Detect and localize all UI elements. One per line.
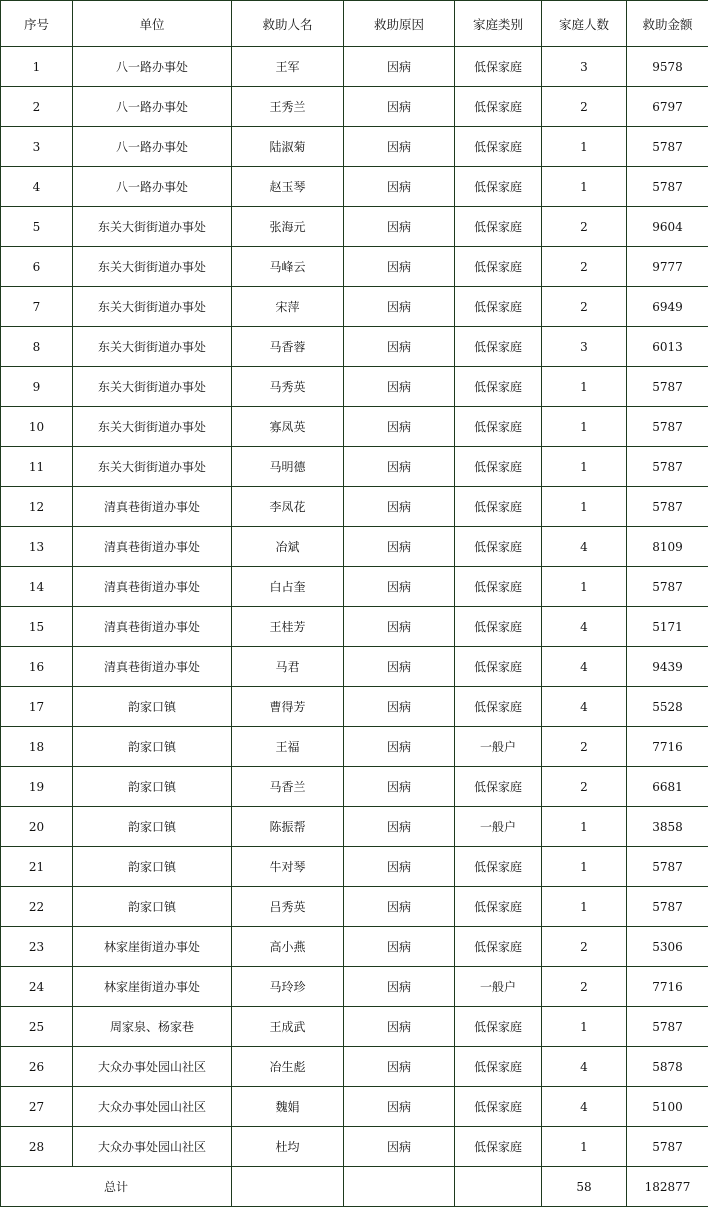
cell-reason: 因病 (344, 607, 455, 647)
cell-no: 8 (1, 327, 73, 367)
cell-name: 白占奎 (232, 567, 344, 607)
cell-members: 2 (542, 967, 627, 1007)
cell-members: 3 (542, 47, 627, 87)
cell-reason: 因病 (344, 1047, 455, 1087)
cell-category: 低保家庭 (455, 927, 542, 967)
table-row (1, 1127, 708, 1167)
cell-name: 冶斌 (232, 527, 344, 567)
table-body (1, 47, 708, 1167)
cell-members: 1 (542, 167, 627, 207)
cell-category: 低保家庭 (455, 407, 542, 447)
cell-category: 低保家庭 (455, 1047, 542, 1087)
cell-no: 1 (1, 47, 73, 87)
table-row (1, 367, 708, 407)
cell-no: 13 (1, 527, 73, 567)
cell-no: 26 (1, 1047, 73, 1087)
cell-no: 12 (1, 487, 73, 527)
cell-amount: 5787 (627, 1127, 708, 1167)
cell-unit: 东关大街街道办事处 (73, 407, 232, 447)
cell-amount: 3858 (627, 807, 708, 847)
cell-members: 2 (542, 927, 627, 967)
cell-name: 马玲珍 (232, 967, 344, 1007)
cell-category: 低保家庭 (455, 567, 542, 607)
table-row (1, 207, 708, 247)
cell-category: 低保家庭 (455, 87, 542, 127)
cell-name: 马峰云 (232, 247, 344, 287)
cell-no: 14 (1, 567, 73, 607)
cell-members: 2 (542, 767, 627, 807)
cell-no: 27 (1, 1087, 73, 1127)
cell-amount: 9777 (627, 247, 708, 287)
cell-reason: 因病 (344, 247, 455, 287)
cell-no: 23 (1, 927, 73, 967)
cell-name: 王福 (232, 727, 344, 767)
cell-category: 低保家庭 (455, 847, 542, 887)
cell-amount: 5787 (627, 567, 708, 607)
cell-category: 低保家庭 (455, 327, 542, 367)
cell-unit: 东关大街街道办事处 (73, 327, 232, 367)
cell-name: 冶生彪 (232, 1047, 344, 1087)
table-row (1, 407, 708, 447)
cell-name: 杜均 (232, 1127, 344, 1167)
cell-unit: 东关大街街道办事处 (73, 247, 232, 287)
cell-name: 宋萍 (232, 287, 344, 327)
cell-amount: 5100 (627, 1087, 708, 1127)
cell-amount: 7716 (627, 967, 708, 1007)
total-empty-name (232, 1167, 344, 1207)
cell-name: 高小燕 (232, 927, 344, 967)
cell-category: 低保家庭 (455, 367, 542, 407)
cell-members: 4 (542, 647, 627, 687)
cell-reason: 因病 (344, 927, 455, 967)
cell-reason: 因病 (344, 167, 455, 207)
cell-no: 20 (1, 807, 73, 847)
cell-reason: 因病 (344, 687, 455, 727)
cell-category: 低保家庭 (455, 767, 542, 807)
cell-amount: 5306 (627, 927, 708, 967)
cell-amount: 6949 (627, 287, 708, 327)
table-row (1, 287, 708, 327)
cell-no: 11 (1, 447, 73, 487)
cell-no: 22 (1, 887, 73, 927)
header-members: 家庭人数 (542, 1, 627, 47)
table-row (1, 727, 708, 767)
header-no: 序号 (1, 1, 73, 47)
cell-category: 低保家庭 (455, 607, 542, 647)
cell-name: 牛对琴 (232, 847, 344, 887)
cell-unit: 韵家口镇 (73, 847, 232, 887)
cell-reason: 因病 (344, 767, 455, 807)
cell-amount: 7716 (627, 727, 708, 767)
table-row (1, 647, 708, 687)
cell-no: 2 (1, 87, 73, 127)
cell-no: 6 (1, 247, 73, 287)
cell-members: 1 (542, 567, 627, 607)
cell-members: 1 (542, 1127, 627, 1167)
cell-unit: 林家崖街道办事处 (73, 967, 232, 1007)
cell-amount: 5528 (627, 687, 708, 727)
cell-name: 寡凤英 (232, 407, 344, 447)
table-row (1, 527, 708, 567)
cell-reason: 因病 (344, 207, 455, 247)
cell-members: 1 (542, 407, 627, 447)
table-row (1, 887, 708, 927)
table-row (1, 807, 708, 847)
cell-name: 王成武 (232, 1007, 344, 1047)
cell-members: 4 (542, 687, 627, 727)
cell-unit: 清真巷街道办事处 (73, 487, 232, 527)
cell-amount: 6681 (627, 767, 708, 807)
cell-members: 4 (542, 1087, 627, 1127)
cell-no: 28 (1, 1127, 73, 1167)
cell-unit: 韵家口镇 (73, 807, 232, 847)
cell-amount: 5787 (627, 1007, 708, 1047)
cell-unit: 周家泉、杨家巷 (73, 1007, 232, 1047)
cell-unit: 东关大街街道办事处 (73, 447, 232, 487)
cell-members: 1 (542, 847, 627, 887)
table-row (1, 447, 708, 487)
cell-category: 低保家庭 (455, 247, 542, 287)
cell-reason: 因病 (344, 527, 455, 567)
total-empty-reason (344, 1167, 455, 1207)
table-row (1, 607, 708, 647)
cell-members: 4 (542, 607, 627, 647)
table-row (1, 767, 708, 807)
cell-category: 低保家庭 (455, 287, 542, 327)
cell-amount: 9578 (627, 47, 708, 87)
cell-reason: 因病 (344, 1127, 455, 1167)
total-label: 总计 (1, 1167, 232, 1207)
table-row (1, 967, 708, 1007)
cell-name: 曹得芳 (232, 687, 344, 727)
table-row (1, 687, 708, 727)
cell-amount: 6013 (627, 327, 708, 367)
cell-no: 7 (1, 287, 73, 327)
cell-no: 25 (1, 1007, 73, 1047)
cell-unit: 韵家口镇 (73, 767, 232, 807)
cell-unit: 八一路办事处 (73, 167, 232, 207)
cell-amount: 5787 (627, 127, 708, 167)
cell-members: 4 (542, 1047, 627, 1087)
cell-reason: 因病 (344, 407, 455, 447)
cell-name: 吕秀英 (232, 887, 344, 927)
cell-name: 王桂芳 (232, 607, 344, 647)
cell-unit: 韵家口镇 (73, 887, 232, 927)
cell-category: 低保家庭 (455, 1007, 542, 1047)
cell-amount: 5787 (627, 367, 708, 407)
header-unit: 单位 (73, 1, 232, 47)
cell-category: 一般户 (455, 967, 542, 1007)
cell-members: 4 (542, 527, 627, 567)
cell-no: 9 (1, 367, 73, 407)
cell-amount: 5787 (627, 447, 708, 487)
cell-unit: 大众办事处园山社区 (73, 1127, 232, 1167)
cell-unit: 八一路办事处 (73, 127, 232, 167)
total-empty-category (455, 1167, 542, 1207)
cell-unit: 东关大街街道办事处 (73, 367, 232, 407)
cell-unit: 林家崖街道办事处 (73, 927, 232, 967)
cell-name: 魏娟 (232, 1087, 344, 1127)
header-reason: 救助原因 (344, 1, 455, 47)
cell-unit: 清真巷街道办事处 (73, 567, 232, 607)
cell-no: 24 (1, 967, 73, 1007)
cell-amount: 5171 (627, 607, 708, 647)
cell-members: 1 (542, 367, 627, 407)
cell-reason: 因病 (344, 647, 455, 687)
cell-name: 赵玉琴 (232, 167, 344, 207)
cell-name: 马香兰 (232, 767, 344, 807)
cell-members: 1 (542, 1007, 627, 1047)
cell-no: 21 (1, 847, 73, 887)
table-row (1, 327, 708, 367)
cell-unit: 清真巷街道办事处 (73, 647, 232, 687)
cell-category: 低保家庭 (455, 687, 542, 727)
cell-unit: 韵家口镇 (73, 727, 232, 767)
cell-reason: 因病 (344, 127, 455, 167)
cell-name: 陈振帮 (232, 807, 344, 847)
cell-amount: 5787 (627, 887, 708, 927)
cell-unit: 大众办事处园山社区 (73, 1087, 232, 1127)
cell-no: 15 (1, 607, 73, 647)
total-amount: 182877 (627, 1167, 708, 1207)
cell-unit: 清真巷街道办事处 (73, 527, 232, 567)
cell-reason: 因病 (344, 287, 455, 327)
cell-name: 马君 (232, 647, 344, 687)
cell-no: 10 (1, 407, 73, 447)
cell-members: 1 (542, 127, 627, 167)
table-row (1, 247, 708, 287)
cell-category: 低保家庭 (455, 447, 542, 487)
cell-reason: 因病 (344, 567, 455, 607)
cell-unit: 东关大街街道办事处 (73, 207, 232, 247)
cell-reason: 因病 (344, 1087, 455, 1127)
cell-name: 马明德 (232, 447, 344, 487)
cell-name: 马秀英 (232, 367, 344, 407)
cell-unit: 八一路办事处 (73, 47, 232, 87)
cell-category: 低保家庭 (455, 47, 542, 87)
cell-category: 低保家庭 (455, 647, 542, 687)
cell-amount: 5787 (627, 487, 708, 527)
cell-reason: 因病 (344, 807, 455, 847)
table-row (1, 847, 708, 887)
header-category: 家庭类别 (455, 1, 542, 47)
cell-members: 2 (542, 247, 627, 287)
cell-members: 2 (542, 727, 627, 767)
cell-category: 低保家庭 (455, 167, 542, 207)
table-row (1, 487, 708, 527)
cell-reason: 因病 (344, 47, 455, 87)
cell-members: 1 (542, 807, 627, 847)
cell-reason: 因病 (344, 447, 455, 487)
table-header (1, 1, 708, 47)
cell-category: 一般户 (455, 807, 542, 847)
cell-category: 低保家庭 (455, 887, 542, 927)
cell-amount: 9439 (627, 647, 708, 687)
table-row (1, 567, 708, 607)
cell-reason: 因病 (344, 847, 455, 887)
cell-members: 1 (542, 447, 627, 487)
cell-reason: 因病 (344, 487, 455, 527)
cell-category: 低保家庭 (455, 1127, 542, 1167)
cell-name: 张海元 (232, 207, 344, 247)
cell-no: 3 (1, 127, 73, 167)
cell-category: 低保家庭 (455, 1087, 542, 1127)
cell-name: 王军 (232, 47, 344, 87)
cell-amount: 9604 (627, 207, 708, 247)
cell-no: 19 (1, 767, 73, 807)
cell-category: 一般户 (455, 727, 542, 767)
table-row (1, 1047, 708, 1087)
cell-no: 5 (1, 207, 73, 247)
cell-reason: 因病 (344, 327, 455, 367)
cell-unit: 东关大街街道办事处 (73, 287, 232, 327)
table-row (1, 927, 708, 967)
cell-amount: 5878 (627, 1047, 708, 1087)
cell-reason: 因病 (344, 367, 455, 407)
cell-reason: 因病 (344, 87, 455, 127)
table-row (1, 47, 708, 87)
cell-no: 17 (1, 687, 73, 727)
cell-no: 18 (1, 727, 73, 767)
cell-amount: 5787 (627, 407, 708, 447)
cell-members: 2 (542, 207, 627, 247)
cell-name: 马香蓉 (232, 327, 344, 367)
total-row (1, 1167, 708, 1207)
cell-members: 2 (542, 87, 627, 127)
cell-category: 低保家庭 (455, 527, 542, 567)
cell-name: 陆淑菊 (232, 127, 344, 167)
table-row (1, 167, 708, 207)
table-row (1, 127, 708, 167)
cell-amount: 5787 (627, 167, 708, 207)
cell-members: 1 (542, 487, 627, 527)
cell-amount: 6797 (627, 87, 708, 127)
total-members: 58 (542, 1167, 627, 1207)
cell-reason: 因病 (344, 887, 455, 927)
cell-unit: 韵家口镇 (73, 687, 232, 727)
cell-unit: 八一路办事处 (73, 87, 232, 127)
cell-unit: 大众办事处园山社区 (73, 1047, 232, 1087)
cell-no: 16 (1, 647, 73, 687)
cell-members: 3 (542, 327, 627, 367)
cell-no: 4 (1, 167, 73, 207)
cell-category: 低保家庭 (455, 487, 542, 527)
table-row (1, 1087, 708, 1127)
cell-members: 2 (542, 287, 627, 327)
table-row (1, 87, 708, 127)
cell-members: 1 (542, 887, 627, 927)
cell-name: 王秀兰 (232, 87, 344, 127)
table-row (1, 1007, 708, 1047)
cell-reason: 因病 (344, 1007, 455, 1047)
cell-name: 李凤花 (232, 487, 344, 527)
header-name: 救助人名 (232, 1, 344, 47)
cell-category: 低保家庭 (455, 127, 542, 167)
cell-amount: 8109 (627, 527, 708, 567)
cell-unit: 清真巷街道办事处 (73, 607, 232, 647)
cell-category: 低保家庭 (455, 207, 542, 247)
header-amount: 救助金额 (627, 1, 708, 47)
cell-reason: 因病 (344, 727, 455, 767)
cell-reason: 因病 (344, 967, 455, 1007)
cell-amount: 5787 (627, 847, 708, 887)
